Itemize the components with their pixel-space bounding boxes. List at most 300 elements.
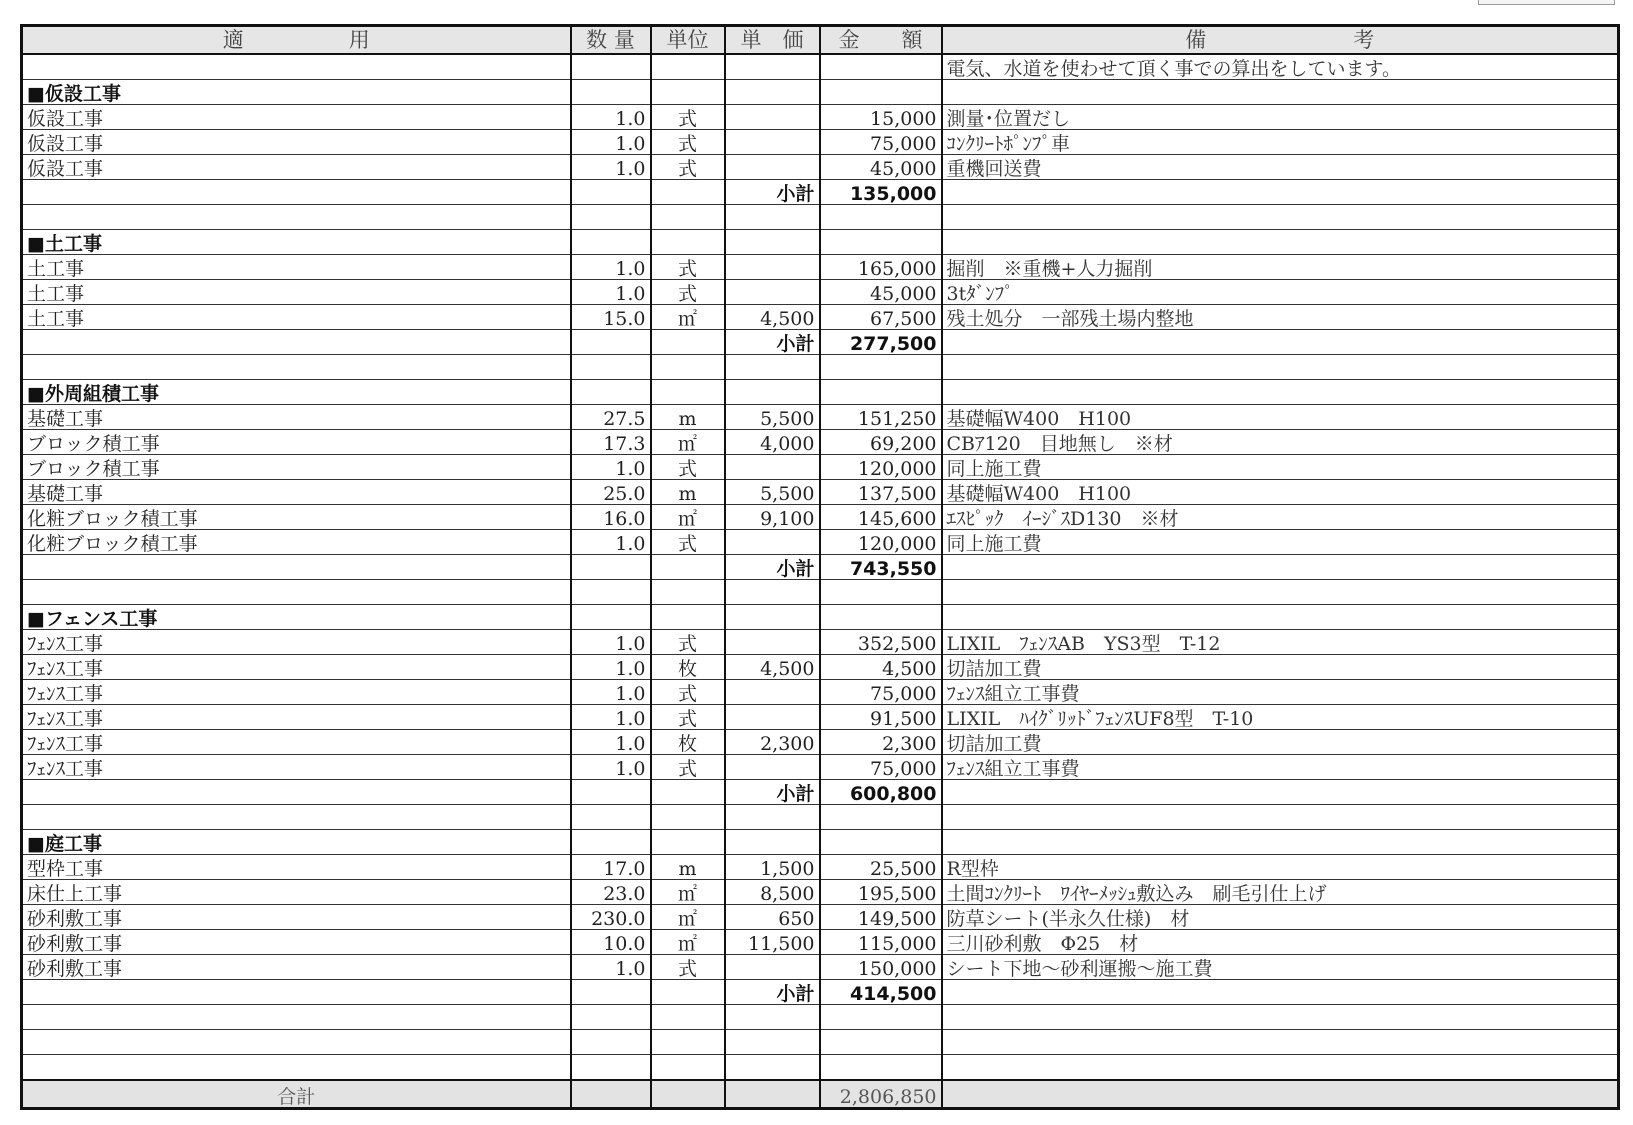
description-cell: ﾌｪﾝｽ工事	[22, 755, 571, 780]
description-cell	[22, 205, 571, 230]
description-cell: ブロック積工事	[22, 430, 571, 455]
table-body	[22, 54, 1619, 1080]
table-row	[22, 130, 1619, 155]
table-row	[22, 730, 1619, 755]
table-row	[22, 505, 1619, 530]
remarks-cell: 電気、水道を使わせて頂く事での算出をしています。	[942, 54, 1619, 80]
table-row	[22, 955, 1619, 980]
remarks-cell	[942, 555, 1619, 580]
remarks-cell	[942, 1005, 1619, 1030]
remarks-cell	[942, 355, 1619, 380]
remarks-cell: R型枠	[942, 855, 1619, 880]
unit-price-cell	[725, 355, 820, 380]
quantity-cell	[571, 780, 651, 805]
remarks-cell	[942, 805, 1619, 830]
remarks-cell	[942, 330, 1619, 355]
unit-price-cell	[725, 530, 820, 555]
subtotal-row	[22, 330, 1619, 355]
section-title: ■庭工事	[22, 830, 571, 855]
unit-cell	[651, 580, 725, 605]
table-row	[22, 305, 1619, 330]
amount-cell: 67,500	[820, 305, 942, 330]
table-row	[22, 155, 1619, 180]
table-row	[22, 530, 1619, 555]
remarks-cell: ｴｽﾋﾟｯｸ ｲｰｼﾞｽD130 ※材	[942, 505, 1619, 530]
unit-cell	[651, 805, 725, 830]
unit-price-cell: 5,500	[725, 405, 820, 430]
section-title: ■仮設工事	[22, 80, 571, 105]
section-header-row	[22, 830, 1619, 855]
unit-cell	[651, 555, 725, 580]
remarks-cell: 同上施工費	[942, 455, 1619, 480]
unit-cell: 式	[651, 530, 725, 555]
page-corner-tab	[1478, 0, 1615, 5]
subtotal-label: 小計	[725, 180, 820, 205]
unit-price-cell: 11,500	[725, 930, 820, 955]
unit-cell	[651, 1055, 725, 1081]
amount-cell: 45,000	[820, 155, 942, 180]
unit-price-cell	[725, 705, 820, 730]
unit-cell	[651, 1005, 725, 1030]
unit-cell	[651, 205, 725, 230]
description-cell: 仮設工事	[22, 130, 571, 155]
description-cell: ﾌｪﾝｽ工事	[22, 705, 571, 730]
header-description: 適 用	[22, 26, 571, 55]
unit-cell: m	[651, 855, 725, 880]
remarks-cell: ﾌｪﾝｽ組立工事費	[942, 680, 1619, 705]
unit-cell	[651, 605, 725, 630]
description-cell: 基礎工事	[22, 405, 571, 430]
unit-price-cell	[725, 755, 820, 780]
unit-cell: 式	[651, 155, 725, 180]
description-cell: 基礎工事	[22, 480, 571, 505]
description-cell: 砂利敷工事	[22, 955, 571, 980]
amount-cell: 4,500	[820, 655, 942, 680]
grand-total-amount: 2,806,850	[820, 1080, 942, 1109]
unit-cell: 式	[651, 105, 725, 130]
remarks-cell	[942, 180, 1619, 205]
amount-cell: 45,000	[820, 280, 942, 305]
amount-cell: 2,300	[820, 730, 942, 755]
table-row	[22, 930, 1619, 955]
quantity-cell	[571, 80, 651, 105]
amount-cell	[820, 1030, 942, 1055]
section-header-row	[22, 230, 1619, 255]
unit-cell	[651, 355, 725, 380]
amount-cell: 115,000	[820, 930, 942, 955]
remarks-cell: 掘削 ※重機+人力掘削	[942, 255, 1619, 280]
section-header-row	[22, 605, 1619, 630]
subtotal-label: 小計	[725, 980, 820, 1005]
subtotal-label: 小計	[725, 555, 820, 580]
unit-cell: 式	[651, 680, 725, 705]
unit-cell: 式	[651, 130, 725, 155]
unit-cell	[651, 330, 725, 355]
unit-price-cell	[725, 155, 820, 180]
description-cell	[22, 1055, 571, 1081]
table-row	[22, 755, 1619, 780]
quantity-cell: 1.0	[571, 280, 651, 305]
description-cell	[22, 180, 571, 205]
subtotal-amount: 135,000	[820, 180, 942, 205]
quantity-cell: 1.0	[571, 455, 651, 480]
remarks-cell	[942, 780, 1619, 805]
description-cell: ﾌｪﾝｽ工事	[22, 680, 571, 705]
grand-total-label: 合計	[22, 1080, 571, 1109]
unit-cell	[651, 1030, 725, 1055]
remarks-cell: LIXIL ﾌｪﾝｽAB YS3型 T-12	[942, 630, 1619, 655]
unit-cell: 式	[651, 455, 725, 480]
subtotal-row	[22, 780, 1619, 805]
unit-price-cell	[725, 830, 820, 855]
unit-cell: 枚	[651, 655, 725, 680]
remarks-cell: LIXIL ﾊｲｸﾞﾘｯﾄﾞﾌｪﾝｽUF8型 T-10	[942, 705, 1619, 730]
table-row	[22, 430, 1619, 455]
remarks-cell: 基礎幅W400 H100	[942, 405, 1619, 430]
quantity-cell: 17.0	[571, 855, 651, 880]
unit-price-cell: 4,500	[725, 305, 820, 330]
unit-cell	[651, 54, 725, 80]
remarks-cell: 切詰加工費	[942, 730, 1619, 755]
unit-cell	[651, 180, 725, 205]
unit-price-cell: 4,500	[725, 655, 820, 680]
amount-cell: 149,500	[820, 905, 942, 930]
unit-cell: ㎡	[651, 905, 725, 930]
quantity-cell: 16.0	[571, 505, 651, 530]
table-row	[22, 630, 1619, 655]
remarks-cell: ｺﾝｸﾘｰﾄﾎﾟﾝﾌﾟ車	[942, 130, 1619, 155]
amount-cell	[820, 205, 942, 230]
remarks-cell: ﾌｪﾝｽ組立工事費	[942, 755, 1619, 780]
remarks-cell: 残土処分 一部残土場内整地	[942, 305, 1619, 330]
table-row	[22, 480, 1619, 505]
unit-cell	[651, 830, 725, 855]
blank-row	[22, 805, 1619, 830]
unit-cell: ㎡	[651, 505, 725, 530]
description-cell	[22, 555, 571, 580]
quantity-cell: 1.0	[571, 130, 651, 155]
quantity-cell	[571, 980, 651, 1005]
section-title: ■外周組積工事	[22, 380, 571, 405]
remarks-cell: 同上施工費	[942, 530, 1619, 555]
description-cell	[22, 805, 571, 830]
remarks-cell	[942, 580, 1619, 605]
remarks-cell: 3tﾀﾞﾝﾌﾟ	[942, 280, 1619, 305]
quantity-cell	[571, 330, 651, 355]
unit-price-cell: 5,500	[725, 480, 820, 505]
blank-row	[22, 1055, 1619, 1081]
unit-price-cell	[725, 605, 820, 630]
section-header-row	[22, 80, 1619, 105]
remarks-cell	[942, 980, 1619, 1005]
header-unit: 単位	[651, 26, 725, 55]
quantity-cell: 1.0	[571, 155, 651, 180]
remarks-cell: 重機回送費	[942, 155, 1619, 180]
unit-price-cell	[725, 280, 820, 305]
remarks-cell	[942, 205, 1619, 230]
quantity-cell: 25.0	[571, 480, 651, 505]
quantity-cell	[571, 580, 651, 605]
blank-row	[22, 1030, 1619, 1055]
amount-cell: 137,500	[820, 480, 942, 505]
subtotal-row	[22, 180, 1619, 205]
unit-price-cell	[725, 680, 820, 705]
quantity-cell: 1.0	[571, 255, 651, 280]
amount-cell	[820, 54, 942, 80]
quantity-cell: 1.0	[571, 105, 651, 130]
unit-cell	[651, 980, 725, 1005]
quantity-cell: 1.0	[571, 730, 651, 755]
grand-total-empty-cell	[651, 1080, 725, 1109]
unit-cell: 式	[651, 755, 725, 780]
description-cell	[22, 980, 571, 1005]
blank-row	[22, 1005, 1619, 1030]
remarks-cell	[942, 1030, 1619, 1055]
table-row	[22, 705, 1619, 730]
amount-cell	[820, 355, 942, 380]
quantity-cell	[571, 1030, 651, 1055]
unit-price-cell: 650	[725, 905, 820, 930]
unit-cell: ㎡	[651, 930, 725, 955]
unit-cell	[651, 380, 725, 405]
description-cell: 砂利敷工事	[22, 905, 571, 930]
unit-price-cell	[725, 1005, 820, 1030]
amount-cell	[820, 830, 942, 855]
remarks-cell	[942, 1055, 1619, 1081]
quantity-cell	[571, 605, 651, 630]
quantity-cell	[571, 380, 651, 405]
note-row	[22, 54, 1619, 80]
remarks-cell	[942, 830, 1619, 855]
header-remarks: 備 考	[942, 26, 1619, 55]
amount-cell: 150,000	[820, 955, 942, 980]
subtotal-amount: 277,500	[820, 330, 942, 355]
unit-cell: m	[651, 480, 725, 505]
description-cell: ﾌｪﾝｽ工事	[22, 730, 571, 755]
quantity-cell	[571, 1055, 651, 1081]
unit-cell	[651, 780, 725, 805]
quantity-cell: 1.0	[571, 755, 651, 780]
quantity-cell: 15.0	[571, 305, 651, 330]
unit-cell: 式	[651, 255, 725, 280]
quantity-cell: 1.0	[571, 655, 651, 680]
amount-cell: 151,250	[820, 405, 942, 430]
unit-cell: m	[651, 405, 725, 430]
unit-price-cell	[725, 105, 820, 130]
unit-price-cell	[725, 1055, 820, 1081]
remarks-cell: 防草シート(半永久仕様) 材	[942, 905, 1619, 930]
unit-price-cell	[725, 54, 820, 80]
quantity-cell	[571, 830, 651, 855]
quantity-cell: 1.0	[571, 680, 651, 705]
amount-cell	[820, 380, 942, 405]
quantity-cell	[571, 54, 651, 80]
unit-price-cell	[725, 580, 820, 605]
description-cell: 土工事	[22, 305, 571, 330]
amount-cell: 120,000	[820, 530, 942, 555]
unit-price-cell: 2,300	[725, 730, 820, 755]
blank-row	[22, 355, 1619, 380]
amount-cell	[820, 230, 942, 255]
grand-total-empty-cell	[942, 1080, 1619, 1109]
description-cell	[22, 355, 571, 380]
subtotal-label: 小計	[725, 780, 820, 805]
remarks-cell: 三川砂利敷 Φ25 材	[942, 930, 1619, 955]
quantity-cell: 17.3	[571, 430, 651, 455]
section-header-row	[22, 380, 1619, 405]
amount-cell	[820, 80, 942, 105]
unit-cell: 式	[651, 955, 725, 980]
header-unit-price: 単 価	[725, 26, 820, 55]
remarks-cell	[942, 230, 1619, 255]
description-cell: 仮設工事	[22, 155, 571, 180]
unit-price-cell: 9,100	[725, 505, 820, 530]
remarks-cell: 基礎幅W400 H100	[942, 480, 1619, 505]
header-amount: 金 額	[820, 26, 942, 55]
amount-cell	[820, 1005, 942, 1030]
description-cell: 床仕上工事	[22, 880, 571, 905]
unit-cell	[651, 80, 725, 105]
subtotal-label: 小計	[725, 330, 820, 355]
quantity-cell	[571, 230, 651, 255]
unit-cell	[651, 230, 725, 255]
blank-row	[22, 580, 1619, 605]
amount-cell	[820, 605, 942, 630]
description-cell: 仮設工事	[22, 105, 571, 130]
amount-cell: 352,500	[820, 630, 942, 655]
description-cell	[22, 330, 571, 355]
table-row	[22, 105, 1619, 130]
quantity-cell: 1.0	[571, 530, 651, 555]
amount-cell: 145,600	[820, 505, 942, 530]
quantity-cell: 27.5	[571, 405, 651, 430]
table-row	[22, 280, 1619, 305]
remarks-cell: 測量･位置だし	[942, 105, 1619, 130]
grand-total-empty-cell	[725, 1080, 820, 1109]
amount-cell: 120,000	[820, 455, 942, 480]
quantity-cell	[571, 555, 651, 580]
subtotal-row	[22, 980, 1619, 1005]
quantity-cell	[571, 805, 651, 830]
amount-cell: 75,000	[820, 755, 942, 780]
unit-price-cell	[725, 130, 820, 155]
table-row	[22, 855, 1619, 880]
description-cell	[22, 780, 571, 805]
description-cell	[22, 580, 571, 605]
remarks-cell: シート下地～砂利運搬～施工費	[942, 955, 1619, 980]
remarks-cell	[942, 80, 1619, 105]
quantity-cell	[571, 1005, 651, 1030]
amount-cell: 75,000	[820, 680, 942, 705]
description-cell: ﾌｪﾝｽ工事	[22, 655, 571, 680]
description-cell: ブロック積工事	[22, 455, 571, 480]
quantity-cell	[571, 355, 651, 380]
quantity-cell	[571, 180, 651, 205]
amount-cell: 195,500	[820, 880, 942, 905]
quantity-cell: 1.0	[571, 705, 651, 730]
description-cell: 土工事	[22, 255, 571, 280]
subtotal-row	[22, 555, 1619, 580]
header-row	[22, 26, 1619, 55]
unit-price-cell: 1,500	[725, 855, 820, 880]
table-row	[22, 905, 1619, 930]
unit-price-cell: 4,000	[725, 430, 820, 455]
amount-cell	[820, 1055, 942, 1081]
unit-cell: ㎡	[651, 305, 725, 330]
section-title: ■土工事	[22, 230, 571, 255]
unit-price-cell	[725, 230, 820, 255]
quantity-cell: 1.0	[571, 630, 651, 655]
unit-cell: ㎡	[651, 430, 725, 455]
table-row	[22, 255, 1619, 280]
unit-price-cell	[725, 1030, 820, 1055]
table-row	[22, 680, 1619, 705]
table-row	[22, 655, 1619, 680]
unit-cell: 式	[651, 705, 725, 730]
description-cell: 土工事	[22, 280, 571, 305]
grand-total-row	[22, 1080, 1619, 1109]
remarks-cell: 土間ｺﾝｸﾘｰﾄ ﾜｲﾔｰﾒｯｼｭ敷込み 刷毛引仕上げ	[942, 880, 1619, 905]
unit-price-cell	[725, 955, 820, 980]
grand-total-empty-cell	[571, 1080, 651, 1109]
unit-cell: 枚	[651, 730, 725, 755]
section-title: ■フェンス工事	[22, 605, 571, 630]
quantity-cell	[571, 205, 651, 230]
description-cell: 化粧ブロック積工事	[22, 505, 571, 530]
description-cell	[22, 1030, 571, 1055]
subtotal-amount: 743,550	[820, 555, 942, 580]
description-cell: 砂利敷工事	[22, 930, 571, 955]
blank-row	[22, 205, 1619, 230]
remarks-cell: CBｱ120 目地無し ※材	[942, 430, 1619, 455]
amount-cell	[820, 805, 942, 830]
quantity-cell: 1.0	[571, 955, 651, 980]
table-row	[22, 405, 1619, 430]
remarks-cell	[942, 605, 1619, 630]
description-cell: 化粧ブロック積工事	[22, 530, 571, 555]
unit-price-cell	[725, 205, 820, 230]
description-cell: ﾌｪﾝｽ工事	[22, 630, 571, 655]
unit-price-cell	[725, 630, 820, 655]
subtotal-amount: 414,500	[820, 980, 942, 1005]
unit-price-cell	[725, 455, 820, 480]
unit-cell: ㎡	[651, 880, 725, 905]
amount-cell: 75,000	[820, 130, 942, 155]
amount-cell	[820, 580, 942, 605]
amount-cell: 91,500	[820, 705, 942, 730]
description-cell: 型枠工事	[22, 855, 571, 880]
amount-cell: 165,000	[820, 255, 942, 280]
description-cell	[22, 54, 571, 80]
amount-cell: 69,200	[820, 430, 942, 455]
remarks-cell: 切詰加工費	[942, 655, 1619, 680]
unit-price-cell	[725, 380, 820, 405]
quantity-cell: 230.0	[571, 905, 651, 930]
unit-cell: 式	[651, 630, 725, 655]
unit-price-cell	[725, 255, 820, 280]
subtotal-amount: 600,800	[820, 780, 942, 805]
header-quantity: 数 量	[571, 26, 651, 55]
table-row	[22, 455, 1619, 480]
quantity-cell: 23.0	[571, 880, 651, 905]
amount-cell: 15,000	[820, 105, 942, 130]
table-row	[22, 880, 1619, 905]
quantity-cell: 10.0	[571, 930, 651, 955]
amount-cell: 25,500	[820, 855, 942, 880]
remarks-cell	[942, 380, 1619, 405]
estimate-table	[20, 24, 1620, 1110]
unit-price-cell	[725, 805, 820, 830]
